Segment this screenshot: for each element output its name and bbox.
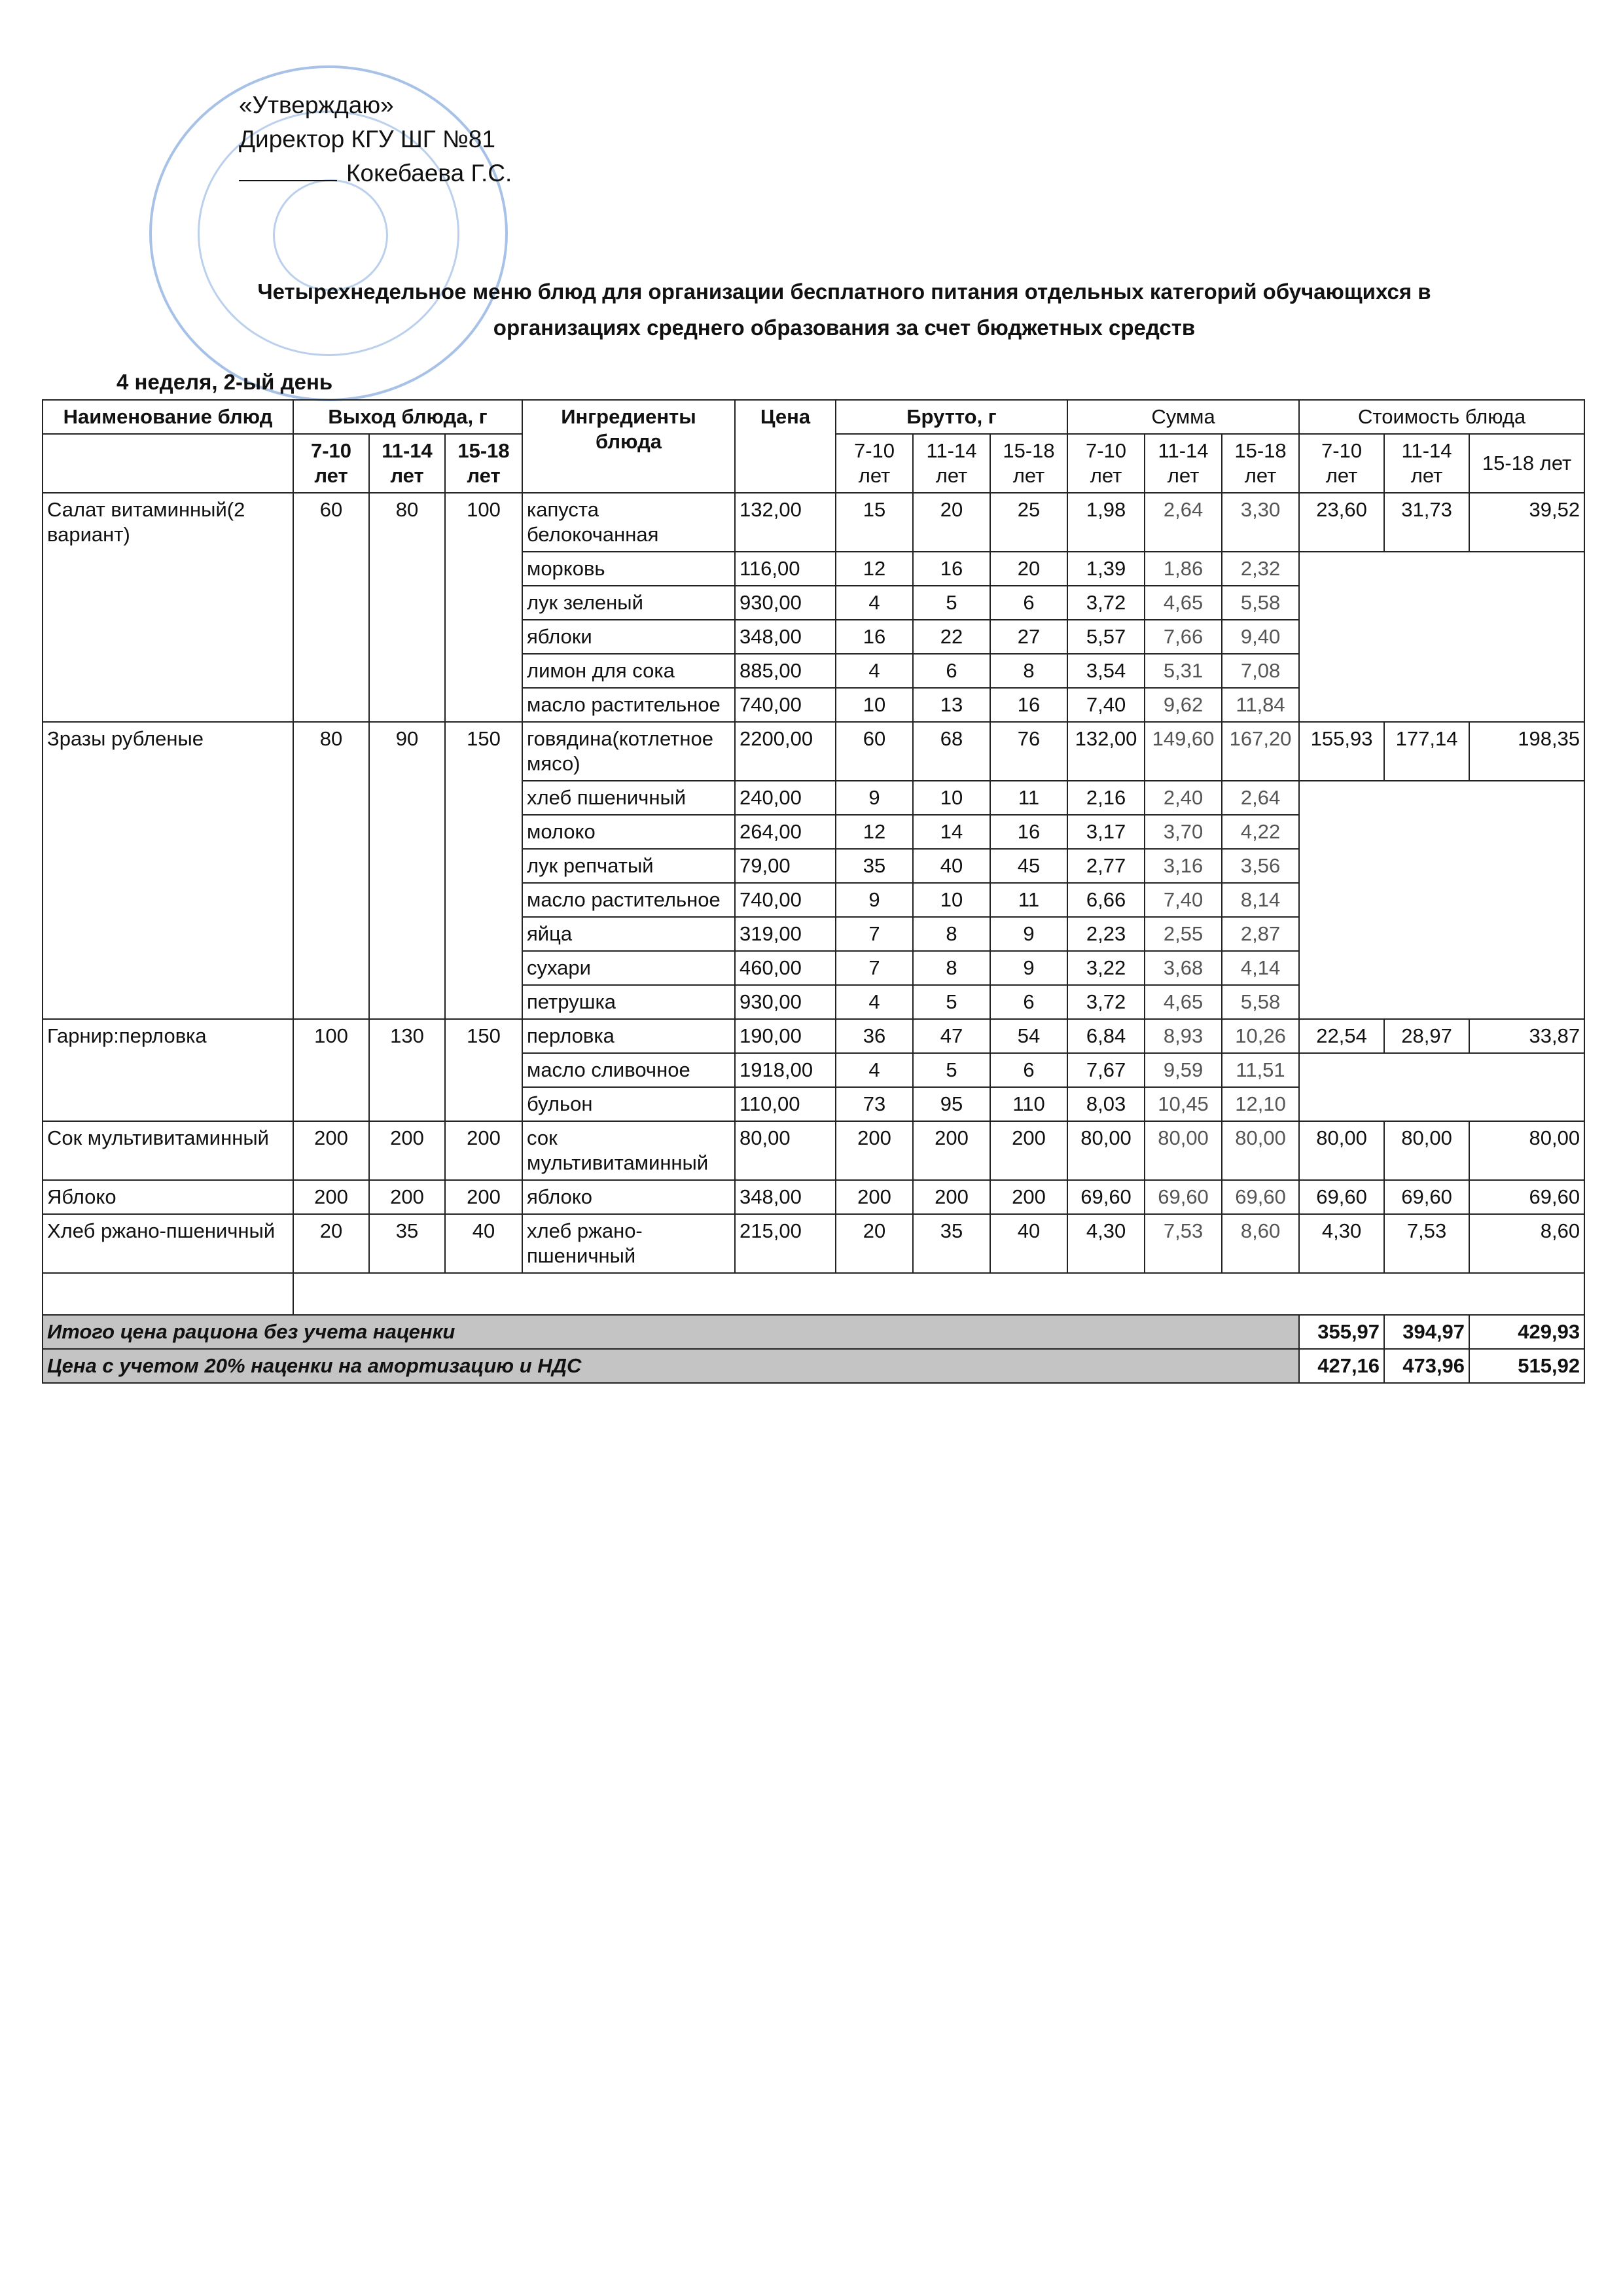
- ingredient-sum: 9,62: [1145, 688, 1222, 722]
- ingredient-price: 930,00: [735, 586, 836, 620]
- cost-blank: [1299, 1053, 1584, 1121]
- ingredient-brutto: 25: [990, 493, 1067, 552]
- ingredient-brutto: 22: [913, 620, 990, 654]
- day-label: 4 неделя, 2-ый день: [116, 370, 333, 394]
- ingredient-name: масло растительное: [522, 688, 735, 722]
- ingredient-brutto: 45: [990, 849, 1067, 883]
- ingredient-brutto: 20: [913, 493, 990, 552]
- ingredient-row: [43, 1121, 1584, 1180]
- ingredient-price: 348,00: [735, 1180, 836, 1214]
- ingredient-brutto: 14: [913, 815, 990, 849]
- header-price: Цена: [735, 400, 836, 493]
- cost-age-2: 11-14 лет: [1384, 434, 1469, 493]
- ingredient-sum: 2,16: [1067, 781, 1145, 815]
- ingredient-brutto: 73: [836, 1087, 913, 1121]
- ingredient-sum: 9,59: [1145, 1053, 1222, 1087]
- ingredient-brutto: 54: [990, 1019, 1067, 1053]
- approval-line-1: «Утверждаю»: [239, 92, 394, 118]
- ingredient-sum: 69,60: [1067, 1180, 1145, 1214]
- ingredient-sum: 167,20: [1222, 722, 1299, 781]
- spacer-row: [43, 1273, 1584, 1315]
- ingredient-sum: 80,00: [1145, 1121, 1222, 1180]
- cost-age-3: 15-18 лет: [1469, 434, 1584, 493]
- ingredient-brutto: 200: [990, 1121, 1067, 1180]
- ingredient-name: лук зеленый: [522, 586, 735, 620]
- ingredient-brutto: 40: [990, 1214, 1067, 1273]
- ingredient-brutto: 4: [836, 985, 913, 1019]
- ingredient-brutto: 13: [913, 688, 990, 722]
- ingredient-row: [43, 1180, 1584, 1214]
- total-label: Цена с учетом 20% наценки на амортизацию и НДС: [43, 1349, 1299, 1383]
- ingredient-sum: 3,56: [1222, 849, 1299, 883]
- ingredient-brutto: 5: [913, 1053, 990, 1087]
- dish-cost: 69,60: [1384, 1180, 1469, 1214]
- ingredient-brutto: 7: [836, 951, 913, 985]
- dish-cost: 4,30: [1299, 1214, 1384, 1273]
- ingredient-brutto: 68: [913, 722, 990, 781]
- ingredient-sum: 132,00: [1067, 722, 1145, 781]
- dish-name: Зразы рубленые: [43, 722, 293, 1019]
- ingredient-name: петрушка: [522, 985, 735, 1019]
- dish-cost: 8,60: [1469, 1214, 1584, 1273]
- ingredient-sum: 80,00: [1222, 1121, 1299, 1180]
- ingredient-brutto: 20: [990, 552, 1067, 586]
- dish-output: 90: [369, 722, 445, 1019]
- ingredient-sum: 4,22: [1222, 815, 1299, 849]
- total-value: 427,16: [1299, 1349, 1384, 1383]
- ingredient-brutto: 47: [913, 1019, 990, 1053]
- cost-blank: [1299, 552, 1584, 722]
- cost-age-1: 7-10 лет: [1299, 434, 1384, 493]
- dish-cost: 33,87: [1469, 1019, 1584, 1053]
- ingredient-price: 80,00: [735, 1121, 836, 1180]
- ingredient-brutto: 8: [990, 654, 1067, 688]
- document-title: Четырехнедельное меню блюд для организации бесплатного питания отдельных категорий обучающихся в организациях среднего образования за счет бюджетных средств: [257, 279, 1431, 340]
- ingredient-sum: 69,60: [1145, 1180, 1222, 1214]
- ingredient-sum: 11,84: [1222, 688, 1299, 722]
- ingredient-brutto: 6: [990, 985, 1067, 1019]
- dish-output: 200: [445, 1180, 522, 1214]
- ingredient-price: 930,00: [735, 985, 836, 1019]
- dish-cost: 80,00: [1469, 1121, 1584, 1180]
- dish-cost: 69,60: [1299, 1180, 1384, 1214]
- ingredient-sum: 8,93: [1145, 1019, 1222, 1053]
- header-output: Выход блюда, г: [293, 400, 522, 434]
- ingredient-sum: 4,65: [1145, 985, 1222, 1019]
- dish-output: 130: [369, 1019, 445, 1121]
- dish-output: 40: [445, 1214, 522, 1273]
- ingredient-name: сухари: [522, 951, 735, 985]
- dish-name: Гарнир:перловка: [43, 1019, 293, 1121]
- ingredient-sum: 7,67: [1067, 1053, 1145, 1087]
- ingredient-sum: 1,98: [1067, 493, 1145, 552]
- ingredient-brutto: 7: [836, 917, 913, 951]
- dish-output: 200: [369, 1121, 445, 1180]
- dish-name: Салат витаминный(2 вариант): [43, 493, 293, 722]
- ingredient-sum: 2,64: [1145, 493, 1222, 552]
- ingredient-name: яйца: [522, 917, 735, 951]
- ingredient-sum: 11,51: [1222, 1053, 1299, 1087]
- dish-cost: 177,14: [1384, 722, 1469, 781]
- header-sum: Сумма: [1067, 400, 1299, 434]
- ingredient-brutto: 10: [836, 688, 913, 722]
- ingredient-sum: 12,10: [1222, 1087, 1299, 1121]
- ingredient-brutto: 10: [913, 883, 990, 917]
- total-value: 394,97: [1384, 1315, 1469, 1349]
- header-empty: [43, 434, 293, 493]
- total-value: 515,92: [1469, 1349, 1584, 1383]
- ingredient-sum: 3,17: [1067, 815, 1145, 849]
- ingredient-row: [43, 1214, 1584, 1273]
- ingredient-sum: 6,66: [1067, 883, 1145, 917]
- ingredient-name: масло сливочное: [522, 1053, 735, 1087]
- brutto-age-2: 11-14 лет: [913, 434, 990, 493]
- ingredient-price: 116,00: [735, 552, 836, 586]
- ingredient-brutto: 60: [836, 722, 913, 781]
- total-value: 429,93: [1469, 1315, 1584, 1349]
- dish-output: 150: [445, 722, 522, 1019]
- ingredient-sum: 2,87: [1222, 917, 1299, 951]
- ingredient-sum: 3,16: [1145, 849, 1222, 883]
- ingredient-sum: 2,23: [1067, 917, 1145, 951]
- ingredient-brutto: 200: [990, 1180, 1067, 1214]
- ingredient-price: 319,00: [735, 917, 836, 951]
- ingredient-name: молоко: [522, 815, 735, 849]
- ingredient-brutto: 40: [913, 849, 990, 883]
- ingredient-name: говядина(котлетное мясо): [522, 722, 735, 781]
- ingredient-brutto: 35: [836, 849, 913, 883]
- approval-line-3: [239, 156, 512, 190]
- header-row: [43, 400, 1584, 434]
- ingredient-sum: 5,31: [1145, 654, 1222, 688]
- ingredient-price: 740,00: [735, 883, 836, 917]
- ingredient-name: морковь: [522, 552, 735, 586]
- ingredient-sum: 149,60: [1145, 722, 1222, 781]
- ingredient-name: лимон для сока: [522, 654, 735, 688]
- director-name: Кокебаева Г.С.: [346, 160, 512, 187]
- ingredient-brutto: 9: [836, 781, 913, 815]
- dish-output: 150: [445, 1019, 522, 1121]
- ingredient-brutto: 11: [990, 883, 1067, 917]
- total-value: 473,96: [1384, 1349, 1469, 1383]
- ingredient-sum: 69,60: [1222, 1180, 1299, 1214]
- ingredient-name: яблоки: [522, 620, 735, 654]
- ingredient-sum: 2,55: [1145, 917, 1222, 951]
- dish-output: 100: [445, 493, 522, 722]
- ingredient-brutto: 95: [913, 1087, 990, 1121]
- dish-cost: 22,54: [1299, 1019, 1384, 1053]
- ingredient-sum: 2,32: [1222, 552, 1299, 586]
- ingredient-brutto: 12: [836, 815, 913, 849]
- ingredient-sum: 3,70: [1145, 815, 1222, 849]
- dish-output: 100: [293, 1019, 369, 1121]
- dish-output: 200: [293, 1180, 369, 1214]
- signature-line: [239, 160, 337, 181]
- ingredient-price: 348,00: [735, 620, 836, 654]
- ingredient-brutto: 16: [836, 620, 913, 654]
- ingredient-brutto: 8: [913, 917, 990, 951]
- total-label: Итого цена рациона без учета наценки: [43, 1315, 1299, 1349]
- ingredient-brutto: 27: [990, 620, 1067, 654]
- dish-output: 60: [293, 493, 369, 722]
- dish-name: Яблоко: [43, 1180, 293, 1214]
- out-age-3: 15-18 лет: [445, 434, 522, 493]
- spacer-cell: [43, 1273, 293, 1315]
- brutto-age-1: 7-10 лет: [836, 434, 913, 493]
- ingredient-name: бульон: [522, 1087, 735, 1121]
- ingredient-brutto: 6: [990, 1053, 1067, 1087]
- ingredient-sum: 3,22: [1067, 951, 1145, 985]
- ingredient-row: [43, 493, 1584, 552]
- ingredient-price: 740,00: [735, 688, 836, 722]
- ingredient-price: 1918,00: [735, 1053, 836, 1087]
- ingredient-brutto: 36: [836, 1019, 913, 1053]
- dish-output: 200: [445, 1121, 522, 1180]
- ingredient-price: 132,00: [735, 493, 836, 552]
- header-brutto: Брутто, г: [836, 400, 1067, 434]
- ingredient-price: 885,00: [735, 654, 836, 688]
- ingredient-name: яблоко: [522, 1180, 735, 1214]
- ingredient-sum: 7,08: [1222, 654, 1299, 688]
- ingredient-price: 79,00: [735, 849, 836, 883]
- total-row: [43, 1349, 1584, 1383]
- ingredient-sum: 7,66: [1145, 620, 1222, 654]
- ingredient-brutto: 5: [913, 985, 990, 1019]
- ingredient-sum: 10,26: [1222, 1019, 1299, 1053]
- ingredient-sum: 10,45: [1145, 1087, 1222, 1121]
- ingredient-price: 264,00: [735, 815, 836, 849]
- ingredient-brutto: 16: [913, 552, 990, 586]
- ingredient-sum: 9,40: [1222, 620, 1299, 654]
- ingredient-sum: 1,86: [1145, 552, 1222, 586]
- spacer-cell: [293, 1273, 1584, 1315]
- ingredient-brutto: 76: [990, 722, 1067, 781]
- ingredient-name: капуста белокочанная: [522, 493, 735, 552]
- ingredient-sum: 1,39: [1067, 552, 1145, 586]
- ingredient-sum: 8,03: [1067, 1087, 1145, 1121]
- ingredient-sum: 4,14: [1222, 951, 1299, 985]
- ingredient-price: 460,00: [735, 951, 836, 985]
- ingredient-sum: 2,64: [1222, 781, 1299, 815]
- ingredient-price: 215,00: [735, 1214, 836, 1273]
- ingredient-sum: 3,72: [1067, 985, 1145, 1019]
- dish-output: 200: [293, 1121, 369, 1180]
- brutto-age-3: 15-18 лет: [990, 434, 1067, 493]
- ingredient-price: 2200,00: [735, 722, 836, 781]
- dish-cost: 80,00: [1384, 1121, 1469, 1180]
- header-ingredients: Ингредиенты блюда: [522, 400, 735, 493]
- ingredient-price: 240,00: [735, 781, 836, 815]
- ingredient-brutto: 110: [990, 1087, 1067, 1121]
- dish-output: 200: [369, 1180, 445, 1214]
- ingredient-sum: 8,60: [1222, 1214, 1299, 1273]
- ingredient-brutto: 4: [836, 654, 913, 688]
- ingredient-sum: 7,40: [1067, 688, 1145, 722]
- menu-table: [42, 399, 1585, 1384]
- ingredient-sum: 4,30: [1067, 1214, 1145, 1273]
- header-cost: Стоимость блюда: [1299, 400, 1584, 434]
- dish-output: 80: [369, 493, 445, 722]
- ingredient-sum: 3,72: [1067, 586, 1145, 620]
- ingredient-brutto: 6: [913, 654, 990, 688]
- ingredient-sum: 4,65: [1145, 586, 1222, 620]
- ingredient-sum: 80,00: [1067, 1121, 1145, 1180]
- dish-cost: 28,97: [1384, 1019, 1469, 1053]
- dish-cost: 7,53: [1384, 1214, 1469, 1273]
- ingredient-sum: 2,40: [1145, 781, 1222, 815]
- dish-cost: 23,60: [1299, 493, 1384, 552]
- sum-age-3: 15-18 лет: [1222, 434, 1299, 493]
- dish-cost: 39,52: [1469, 493, 1584, 552]
- ingredient-sum: 3,30: [1222, 493, 1299, 552]
- ingredient-brutto: 20: [836, 1214, 913, 1273]
- ingredient-sum: 3,54: [1067, 654, 1145, 688]
- dish-output: 20: [293, 1214, 369, 1273]
- dish-cost: 198,35: [1469, 722, 1584, 781]
- ingredient-name: хлеб пшеничный: [522, 781, 735, 815]
- dish-cost: 155,93: [1299, 722, 1384, 781]
- sum-age-1: 7-10 лет: [1067, 434, 1145, 493]
- ingredient-brutto: 200: [913, 1121, 990, 1180]
- ingredient-brutto: 5: [913, 586, 990, 620]
- total-value: 355,97: [1299, 1315, 1384, 1349]
- ingredient-price: 110,00: [735, 1087, 836, 1121]
- ingredient-brutto: 4: [836, 586, 913, 620]
- ingredient-brutto: 200: [913, 1180, 990, 1214]
- ingredient-brutto: 200: [836, 1180, 913, 1214]
- dish-name: Хлеб ржано-пшеничный: [43, 1214, 293, 1273]
- ingredient-sum: 3,68: [1145, 951, 1222, 985]
- ingredient-name: перловка: [522, 1019, 735, 1053]
- approval-line-2: Директор КГУ ШГ №81: [239, 126, 495, 152]
- ingredient-row: [43, 1019, 1584, 1053]
- dish-output: 80: [293, 722, 369, 1019]
- ingredient-sum: 7,40: [1145, 883, 1222, 917]
- ingredient-brutto: 9: [990, 951, 1067, 985]
- dish-cost: 80,00: [1299, 1121, 1384, 1180]
- ingredient-brutto: 12: [836, 552, 913, 586]
- out-age-2: 11-14 лет: [369, 434, 445, 493]
- ingredient-brutto: 6: [990, 586, 1067, 620]
- ingredient-sum: 5,57: [1067, 620, 1145, 654]
- ingredient-brutto: 35: [913, 1214, 990, 1273]
- dish-output: 35: [369, 1214, 445, 1273]
- ingredient-sum: 2,77: [1067, 849, 1145, 883]
- ingredient-brutto: 200: [836, 1121, 913, 1180]
- ingredient-brutto: 16: [990, 688, 1067, 722]
- cost-blank: [1299, 781, 1584, 1019]
- ingredient-sum: 5,58: [1222, 985, 1299, 1019]
- ingredient-sum: 8,14: [1222, 883, 1299, 917]
- ingredient-name: масло растительное: [522, 883, 735, 917]
- ingredient-brutto: 11: [990, 781, 1067, 815]
- dish-name: Сок мультивитаминный: [43, 1121, 293, 1180]
- ingredient-brutto: 9: [836, 883, 913, 917]
- header-name: Наименование блюд: [43, 400, 293, 434]
- out-age-1: 7-10 лет: [293, 434, 369, 493]
- approval-block: [239, 88, 512, 190]
- ingredient-brutto: 16: [990, 815, 1067, 849]
- ingredient-brutto: 4: [836, 1053, 913, 1087]
- dish-cost: 69,60: [1469, 1180, 1584, 1214]
- dish-cost: 31,73: [1384, 493, 1469, 552]
- ingredient-row: [43, 722, 1584, 781]
- ingredient-brutto: 8: [913, 951, 990, 985]
- ingredient-brutto: 10: [913, 781, 990, 815]
- ingredient-name: лук репчатый: [522, 849, 735, 883]
- ingredient-brutto: 9: [990, 917, 1067, 951]
- ingredient-price: 190,00: [735, 1019, 836, 1053]
- ingredient-brutto: 15: [836, 493, 913, 552]
- ingredient-sum: 7,53: [1145, 1214, 1222, 1273]
- ingredient-name: сок мультивитаминный: [522, 1121, 735, 1180]
- ingredient-sum: 5,58: [1222, 586, 1299, 620]
- ingredient-sum: 6,84: [1067, 1019, 1145, 1053]
- sum-age-2: 11-14 лет: [1145, 434, 1222, 493]
- total-row: [43, 1315, 1584, 1349]
- ingredient-name: хлеб ржано-пшеничный: [522, 1214, 735, 1273]
